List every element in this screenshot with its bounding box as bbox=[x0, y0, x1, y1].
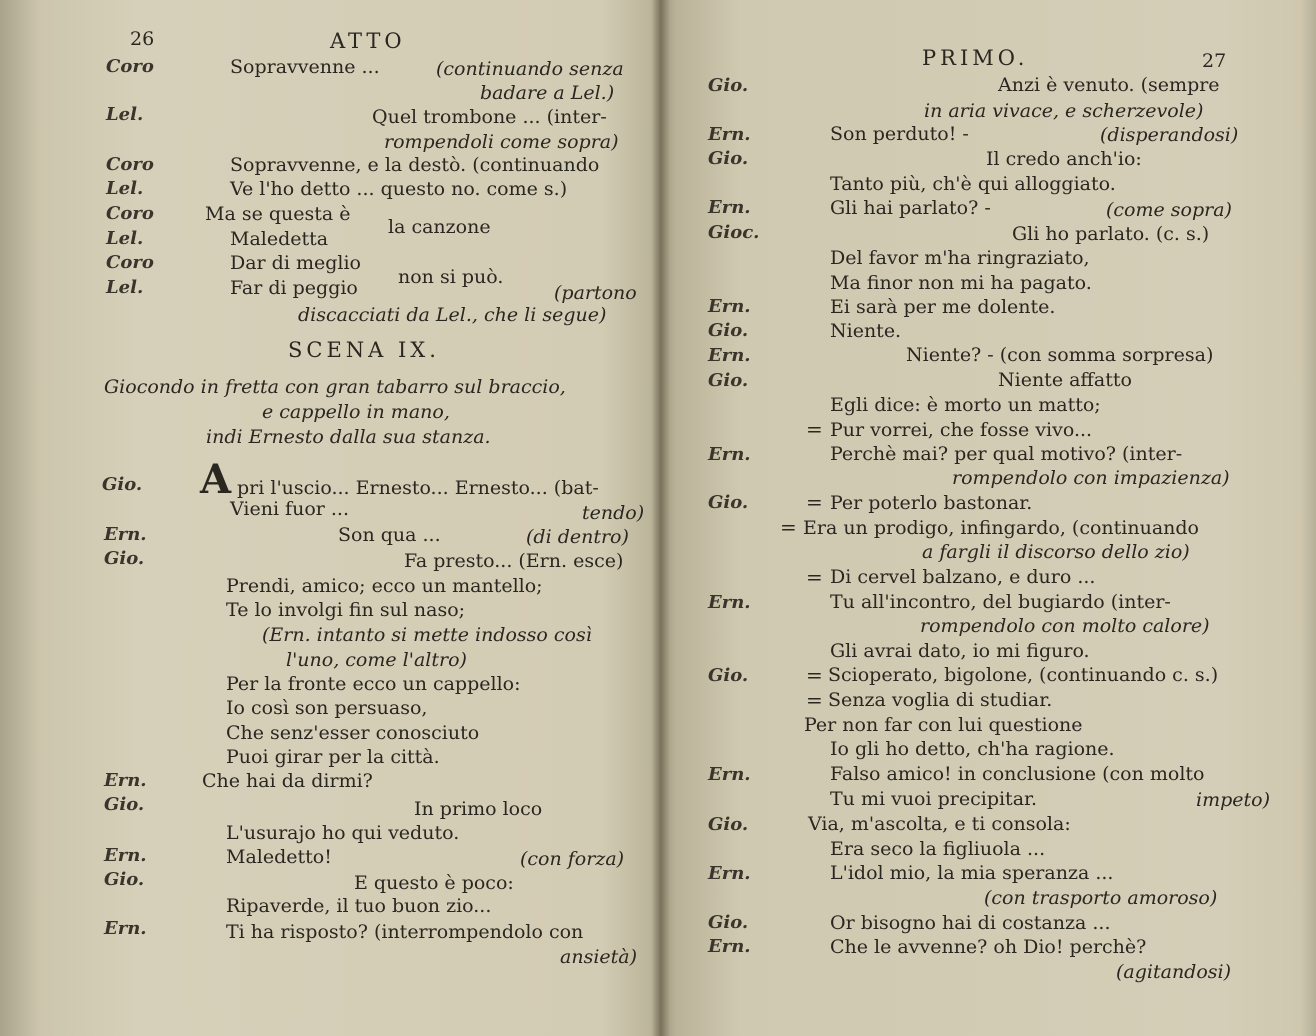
speaker: Ern. bbox=[708, 296, 751, 317]
repeat-mark: = bbox=[780, 515, 797, 539]
verse-line: Puoi girar per la città. bbox=[226, 746, 440, 768]
verse-line: Far di peggio bbox=[230, 277, 358, 299]
speaker: Ern. bbox=[708, 936, 751, 957]
verse-line: In primo loco bbox=[414, 798, 543, 820]
speaker: Lel. bbox=[106, 178, 144, 199]
stage-direction: (continuando senza bbox=[436, 58, 624, 80]
verse-line: Che le avvenne? oh Dio! perchè? bbox=[830, 936, 1147, 958]
book-gutter bbox=[652, 0, 670, 1036]
verse-line: Ripaverde, il tuo buon zio... bbox=[226, 895, 492, 917]
verse-line: Sopravvenne, e la destò. (continuando bbox=[230, 154, 600, 176]
verse-line: Perchè mai? per qual motivo? (inter- bbox=[830, 443, 1183, 465]
verse-line: Niente. bbox=[830, 320, 902, 342]
stage-direction: (con forza) bbox=[520, 848, 625, 870]
verse-line: Il credo anch'io: bbox=[986, 148, 1142, 170]
verse-line: Prendi, amico; ecco un mantello; bbox=[226, 575, 543, 597]
shared-verse: la canzone bbox=[388, 216, 491, 238]
speaker: Coro bbox=[106, 203, 154, 224]
stage-direction: (come sopra) bbox=[1106, 199, 1232, 221]
speaker: Gio. bbox=[708, 912, 749, 933]
speaker: Gio. bbox=[708, 75, 749, 96]
verse-line: Per poterlo bastonar. bbox=[830, 492, 1033, 514]
verse-line: Pur vorrei, che fosse vivo... bbox=[830, 419, 1093, 441]
verse-line: Io così son persuaso, bbox=[226, 697, 428, 719]
verse-line: Era un prodigo, infingardo, (continuando bbox=[803, 517, 1199, 539]
speaker: Ern. bbox=[104, 918, 147, 939]
drop-cap: A bbox=[200, 456, 232, 503]
speaker: Gio. bbox=[708, 320, 749, 341]
speaker: Gio. bbox=[708, 148, 749, 169]
speaker: Ern. bbox=[708, 197, 751, 218]
verse-line: Senza voglia di studiar. bbox=[828, 689, 1053, 711]
speaker: Ern. bbox=[708, 124, 751, 145]
speaker: Gio. bbox=[104, 869, 145, 890]
verse-line: Niente affatto bbox=[998, 369, 1132, 391]
speaker: Coro bbox=[106, 56, 154, 77]
stage-direction: impeto) bbox=[1196, 789, 1270, 811]
verse-line: Ma se questa è bbox=[205, 203, 351, 225]
running-header-right: PRIMO. bbox=[922, 46, 1029, 70]
verse-line: Maledetta bbox=[230, 228, 329, 250]
verse-line: Or bisogno hai di costanza ... bbox=[830, 912, 1111, 934]
stage-direction: (partono bbox=[554, 282, 637, 304]
stage-direction: e cappello in mano, bbox=[262, 401, 450, 423]
verse-line: Maledetto! bbox=[226, 846, 332, 868]
stage-direction: ansietà) bbox=[560, 946, 638, 968]
speaker: Coro bbox=[106, 154, 154, 175]
speaker: Gio. bbox=[708, 814, 749, 835]
speaker: Ern. bbox=[104, 524, 147, 545]
speaker: Gio. bbox=[102, 474, 143, 495]
verse-line: Ma finor non mi ha pagato. bbox=[830, 272, 1092, 294]
stage-direction: tendo) bbox=[582, 502, 645, 524]
repeat-mark: = bbox=[806, 688, 823, 712]
speaker: Gioc. bbox=[708, 222, 760, 243]
verse-line: Era seco la figliuola ... bbox=[830, 838, 1046, 860]
stage-direction: (disperandosi) bbox=[1100, 124, 1239, 146]
verse-line: Per non far con lui questione bbox=[804, 714, 1083, 736]
stage-direction: rompendolo con molto calore) bbox=[920, 615, 1210, 637]
stage-direction: in aria vivace, e scherzevole) bbox=[924, 100, 1204, 122]
verse-line: pri l'uscio... Ernesto... Ernesto... (bat- bbox=[237, 477, 599, 499]
stage-direction: Giocondo in fretta con gran tabarro sul braccio, bbox=[104, 376, 566, 398]
verse-line: Gli hai parlato? - bbox=[830, 197, 991, 219]
speaker: Lel. bbox=[106, 104, 144, 125]
verse-line: Quel trombone ... (inter- bbox=[372, 106, 607, 128]
speaker: Coro bbox=[106, 252, 154, 273]
stage-direction: a fargli il discorso dello zio) bbox=[922, 541, 1190, 563]
verse-line: Gli avrai dato, io mi figuro. bbox=[830, 640, 1090, 662]
speaker: Ern. bbox=[708, 592, 751, 613]
speaker: Ern. bbox=[708, 863, 751, 884]
stage-direction: rompendolo con impazienza) bbox=[952, 467, 1230, 489]
speaker: Lel. bbox=[106, 277, 144, 298]
verse-line: Che senz'esser conosciuto bbox=[226, 722, 480, 744]
speaker: Lel. bbox=[106, 228, 144, 249]
verse-line: Egli dice: è morto un matto; bbox=[830, 394, 1101, 416]
verse-line: Che hai da dirmi? bbox=[202, 770, 373, 792]
stage-direction: discacciati da Lel., che li segue) bbox=[298, 304, 607, 326]
stage-direction: (con trasporto amoroso) bbox=[984, 887, 1218, 909]
stage-direction: l'uno, come l'altro) bbox=[286, 649, 467, 671]
verse-line: Tanto più, ch'è qui alloggiato. bbox=[830, 173, 1116, 195]
verse-line: Tu all'incontro, del bugiardo (inter- bbox=[830, 591, 1171, 613]
verse-line: Vieni fuor ... bbox=[230, 498, 350, 520]
running-header-left: ATTO bbox=[330, 29, 406, 53]
page-number-left: 26 bbox=[130, 28, 155, 50]
speaker: Ern. bbox=[708, 764, 751, 785]
verse-line: E questo è poco: bbox=[354, 872, 514, 894]
speaker: Gio. bbox=[104, 548, 145, 569]
speaker: Ern. bbox=[708, 345, 751, 366]
shared-verse: non si può. bbox=[398, 266, 504, 288]
verse-line: Per la fronte ecco un cappello: bbox=[226, 673, 521, 695]
verse-line: Io gli ho detto, ch'ha ragione. bbox=[830, 738, 1115, 760]
verse-line: L'idol mio, la mia speranza ... bbox=[830, 862, 1114, 884]
verse-line: Fa presto... (Ern. esce) bbox=[404, 550, 624, 572]
repeat-mark: = bbox=[806, 490, 823, 514]
verse-line: Sopravvenne ... bbox=[230, 56, 380, 78]
verse-line: Del favor m'ha ringraziato, bbox=[830, 247, 1090, 269]
verse-line: Son perduto! - bbox=[830, 123, 969, 145]
stage-direction: (Ern. intanto si mette indosso così bbox=[262, 624, 592, 646]
verse-line: L'usurajo ho qui veduto. bbox=[226, 822, 460, 844]
repeat-mark: = bbox=[806, 565, 823, 589]
verse-line: Di cervel balzano, e duro ... bbox=[830, 566, 1096, 588]
right-page bbox=[660, 0, 1316, 1036]
speaker: Gio. bbox=[708, 370, 749, 391]
stage-direction: (di dentro) bbox=[526, 526, 629, 548]
verse-line: Gli ho parlato. (c. s.) bbox=[1012, 223, 1210, 245]
verse-line: Niente? - (con somma sorpresa) bbox=[906, 344, 1214, 366]
speaker: Ern. bbox=[104, 845, 147, 866]
verse-line: Ve l'ho detto ... questo no. come s.) bbox=[230, 178, 568, 200]
page-number-right: 27 bbox=[1202, 50, 1227, 72]
speaker: Ern. bbox=[104, 770, 147, 791]
verse-line: Falso amico! in conclusione (con molto bbox=[830, 763, 1205, 785]
stage-direction: indi Ernesto dalla sua stanza. bbox=[206, 426, 491, 448]
repeat-mark: = bbox=[806, 417, 823, 441]
stage-direction: (agitandosi) bbox=[1116, 961, 1232, 983]
verse-line: Ei sarà per me dolente. bbox=[830, 296, 1056, 318]
verse-line: Tu mi vuoi precipitar. bbox=[830, 788, 1038, 810]
verse-line: Te lo involgi fin sul naso; bbox=[226, 599, 466, 621]
stage-direction: badare a Lel.) bbox=[480, 82, 615, 104]
verse-line: Via, m'ascolta, e ti consola: bbox=[808, 813, 1071, 835]
speaker: Gio. bbox=[708, 665, 749, 686]
verse-line: Scioperato, bigolone, (continuando c. s.) bbox=[828, 664, 1219, 686]
stage-direction: rompendoli come sopra) bbox=[384, 131, 619, 153]
repeat-mark: = bbox=[806, 663, 823, 687]
verse-line: Son qua ... bbox=[338, 524, 441, 546]
speaker: Gio. bbox=[104, 794, 145, 815]
verse-line: Anzi è venuto. (sempre bbox=[998, 74, 1220, 96]
speaker: Ern. bbox=[708, 444, 751, 465]
scene-title: SCENA IX. bbox=[288, 338, 440, 362]
speaker: Gio. bbox=[708, 492, 749, 513]
verse-line: Dar di meglio bbox=[230, 252, 361, 274]
verse-line: Ti ha risposto? (interrompendolo con bbox=[226, 921, 584, 943]
